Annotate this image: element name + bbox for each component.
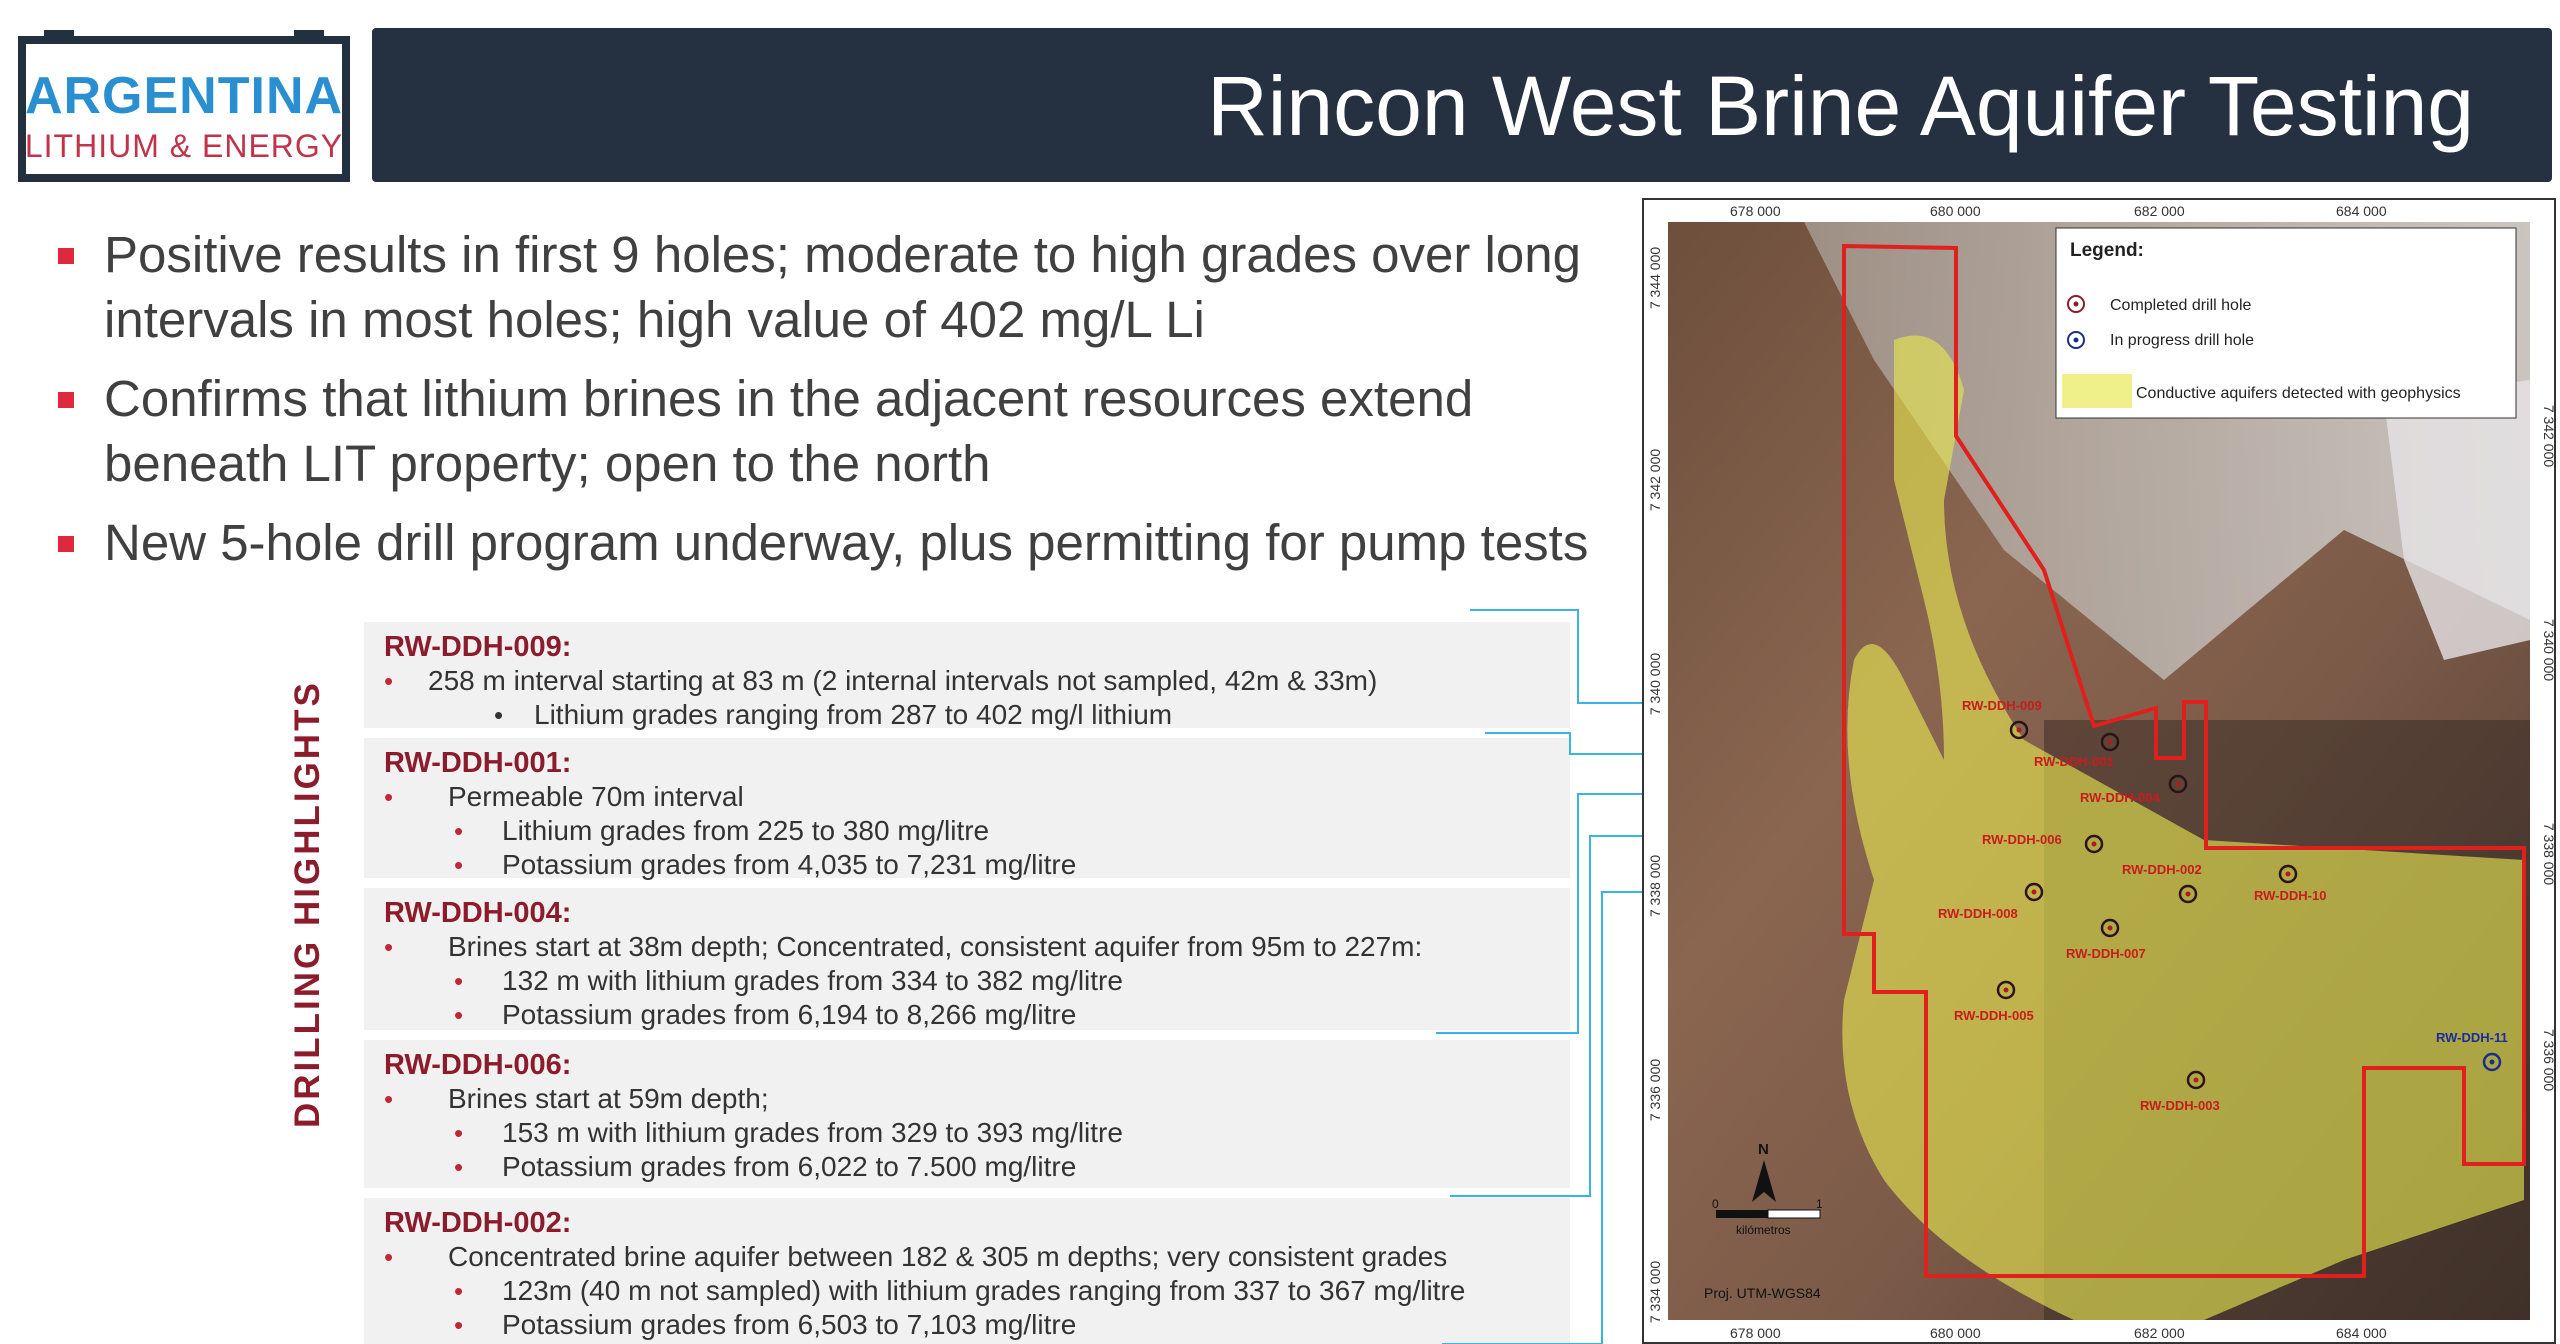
hole-id: RW-DDH-004: <box>384 897 572 929</box>
bullet-item: Positive results in first 9 holes; moderate to high grades over long intervals in most holes; high value of 402 mg/L Li <box>52 222 1612 352</box>
legend-completed: Completed drill hole <box>2110 297 2252 314</box>
bullet-dot-icon: • <box>454 1276 464 1306</box>
bullet-dot-icon: • <box>384 1242 394 1272</box>
coord-bottom: 684 000 <box>2336 1325 2387 1341</box>
coord-right: 7 336 000 <box>2541 1028 2557 1092</box>
hole-detail: • Concentrated brine aquifer between 182 & 305 m depths; very consistent grades <box>384 1241 1448 1272</box>
hole-detail: • Lithium grades from 225 to 380 mg/litre <box>454 815 990 846</box>
coord-left: 7 342 000 <box>1647 448 1663 512</box>
hole-detail: • Brines start at 38m depth; Concentrated, consistent aquifer from 95m to 227m: <box>384 931 1423 962</box>
hole-detail: • Potassium grades from 6,194 to 8,266 mg/litre <box>454 999 1077 1030</box>
hole-detail: • Brines start at 59m depth; <box>384 1083 769 1114</box>
bullet-square-icon <box>58 392 74 408</box>
coord-top: 682 000 <box>2134 203 2185 219</box>
drilling-highlights-label: DRILLING HIGHLIGHTS <box>288 680 327 1128</box>
svg-text:RW-DDH-008: RW-DDH-008 <box>1938 906 2018 921</box>
logo-text-primary: ARGENTINA <box>24 67 344 125</box>
hole-box-002 <box>364 1198 1570 1344</box>
coord-right: 7 340 000 <box>2541 618 2557 682</box>
hole-id: RW-DDH-001: <box>384 747 572 779</box>
svg-text:RW-DDH-11: RW-DDH-11 <box>2436 1030 2508 1045</box>
hole-detail: • Potassium grades from 6,022 to 7.500 mg/litre <box>454 1151 1077 1182</box>
hole-detail: • 132 m with lithium grades from 334 to 382 mg/litre <box>454 965 1123 996</box>
bullet-square-icon <box>58 536 74 552</box>
svg-text:RW-DDH-007: RW-DDH-007 <box>2066 946 2146 961</box>
bullet-dot-icon: • <box>384 782 394 812</box>
coord-left: 7 338 000 <box>1647 854 1663 918</box>
coord-left: 7 344 000 <box>1647 246 1663 310</box>
map-canvas <box>1644 200 2557 1342</box>
title-bar <box>372 28 2552 182</box>
bullet-dot-icon: • <box>494 700 504 730</box>
bullet-dot-icon: • <box>454 1000 464 1030</box>
bullet-item: New 5-hole drill program underway, plus permitting for pump tests <box>52 510 1612 575</box>
coord-bottom: 682 000 <box>2134 1325 2185 1341</box>
coord-top: 680 000 <box>1930 203 1981 219</box>
svg-text:RW-DDH-002: RW-DDH-002 <box>2122 862 2202 877</box>
svg-text:0: 0 <box>1712 1197 1719 1211</box>
page-title: Rincon West Brine Aquifer Testing <box>1207 59 2474 153</box>
coord-left: 7 340 000 <box>1647 652 1663 716</box>
coord-left: 7 334 000 <box>1647 1260 1663 1324</box>
coord-bottom: 678 000 <box>1730 1325 1781 1341</box>
coord-right: 7 338 000 <box>2541 822 2557 886</box>
legend-conductive: Conductive aquifers detected with geophysics <box>2136 385 2461 402</box>
coord-top: 678 000 <box>1730 203 1781 219</box>
legend-title: Legend: <box>2070 240 2144 261</box>
map-legend <box>2056 228 2516 418</box>
bullet-item: Confirms that lithium brines in the adjacent resources extend beneath LIT property; open to the north <box>52 366 1612 496</box>
hole-id: RW-DDH-006: <box>384 1049 572 1081</box>
coord-bottom: 680 000 <box>1930 1325 1981 1341</box>
drill-map <box>1642 198 2556 1344</box>
bullet-dot-icon: • <box>454 850 464 880</box>
hole-detail: • Lithium grades ranging from 287 to 402 mg/l lithium <box>494 699 1173 730</box>
svg-text:RW-DDH-006: RW-DDH-006 <box>1982 832 2062 847</box>
svg-text:kilómetros: kilómetros <box>1736 1223 1791 1237</box>
hole-detail: • Potassium grades from 6,503 to 7,103 mg/litre <box>454 1309 1077 1340</box>
summary-bullets <box>52 222 1612 589</box>
bullet-dot-icon: • <box>384 932 394 962</box>
hole-detail: • 153 m with lithium grades from 329 to 393 mg/litre <box>454 1117 1123 1148</box>
hole-box-006 <box>364 1040 1570 1188</box>
logo-text-secondary: LITHIUM & ENERGY <box>24 128 344 164</box>
svg-text:RW-DDH-10: RW-DDH-10 <box>2254 888 2327 903</box>
coord-top: 684 000 <box>2336 203 2387 219</box>
hole-id: RW-DDH-009: <box>384 631 572 663</box>
hole-detail: • Potassium grades from 4,035 to 7,231 mg/litre <box>454 849 1077 880</box>
company-logo <box>18 36 350 182</box>
legend-in-progress: In progress drill hole <box>2110 332 2255 349</box>
hole-detail: • Permeable 70m interval <box>384 781 744 812</box>
hole-box-004 <box>364 888 1570 1030</box>
bullet-dot-icon: • <box>454 816 464 846</box>
svg-text:1: 1 <box>1816 1197 1823 1211</box>
svg-text:RW-DDH-001: RW-DDH-001 <box>2034 754 2114 769</box>
svg-text:RW-DDH-005: RW-DDH-005 <box>1954 1008 2034 1023</box>
projection-label: Proj. UTM-WGS84 <box>1704 1285 1821 1301</box>
conductive-swatch-icon <box>2062 374 2132 408</box>
coord-right: 7 342 000 <box>2541 404 2557 468</box>
bullet-dot-icon: • <box>454 966 464 996</box>
svg-text:N: N <box>1758 1141 1769 1158</box>
coord-left: 7 336 000 <box>1647 1058 1663 1122</box>
svg-text:RW-DDH-004: RW-DDH-004 <box>2080 790 2160 805</box>
svg-text:RW-DDH-009: RW-DDH-009 <box>1962 698 2042 713</box>
hole-detail: • 258 m interval starting at 83 m (2 internal intervals not sampled, 42m & 33m) <box>384 665 1378 696</box>
hole-box-001 <box>364 738 1570 878</box>
bullet-square-icon <box>58 248 74 264</box>
bullet-dot-icon: • <box>384 1084 394 1114</box>
hole-detail: • 123m (40 m not sampled) with lithium grades ranging from 337 to 367 mg/litre <box>454 1275 1466 1306</box>
svg-text:RW-DDH-003: RW-DDH-003 <box>2140 1098 2220 1113</box>
hole-box-009 <box>364 622 1570 728</box>
hole-id: RW-DDH-002: <box>384 1207 572 1239</box>
bullet-dot-icon: • <box>384 666 394 696</box>
bullet-dot-icon: • <box>454 1310 464 1340</box>
bullet-dot-icon: • <box>454 1152 464 1182</box>
bullet-dot-icon: • <box>454 1118 464 1148</box>
